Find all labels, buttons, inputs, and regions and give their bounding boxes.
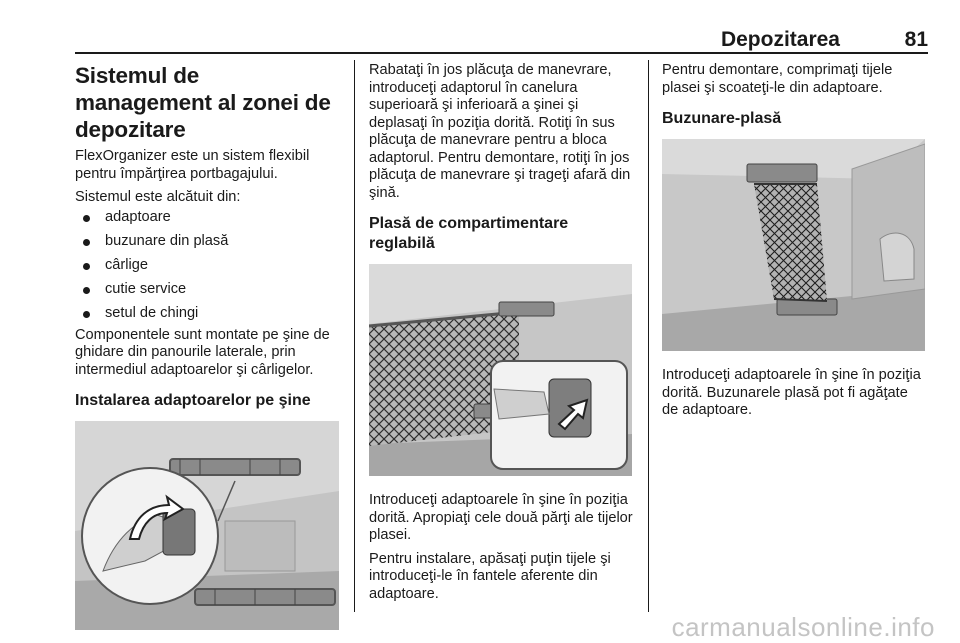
list-item-text: buzunare din plasă [105,232,229,249]
column-1 [75,62,340,630]
list-item [75,305,340,323]
list-item-text: cutie service [105,280,187,297]
list-item [75,209,340,233]
column-divider-1 [354,60,355,612]
list-item [75,281,340,305]
section-title: Depozitarea [720,28,840,51]
bullet-icon [83,311,90,318]
column-2 [369,62,635,609]
subheading-adapters: Instalarea adaptoarelor pe şine [75,392,311,409]
pocket-net-illustration [662,139,925,351]
list-item-text: adaptoare [105,208,171,225]
net-instruction-1: Introduceţi adaptoarele în şine în poziţia dorită. Apropiaţi cele două părţi ale tijelor plasei. [369,492,633,543]
mounting-paragraph: Componentele sunt montate pe şine de ghidare din panourile laterale, prin intermediul adaptoarelor şi cârligelor. [75,326,330,378]
adapter-procedure: Rabataţi în jos plăcuţa de manevrare, introduceţi adaptorul în canelura superioară şi inferioară a şinei şi deplasaţi în poziţia dorită. Rotiţi în sus plăcuţa de manevrare pentru a bloca adaptorul. Pentru demontare, rotiţi în jos plăcuţa de manevrare şi trageţi afară din şină. [369,62,631,201]
bullet-icon [83,239,90,246]
page-number: 81 [904,28,928,51]
bullet-icon [83,215,90,222]
list-item [75,257,340,281]
list-item [75,233,340,257]
column-3 [662,62,928,426]
subheading-pockets: Buzunare-plasă [662,110,782,127]
pocket-instruction: Introduceţi adaptoarele în şine în poziţia dorită. Buzunarele plasă pot fi agăţate de adaptoare. [662,367,921,418]
net-illustration [369,264,632,476]
intro-paragraph: FlexOrganizer este un sistem flexibil pentru împărţirea portbagajului. [75,148,310,182]
list-item-text: setul de chingi [105,304,199,321]
adapter-rail-illustration [75,421,339,630]
main-heading: Sistemul de management al zonei de depozitare [75,63,331,142]
column-divider-2 [648,60,649,612]
bullet-icon [83,287,90,294]
component-list [75,209,340,323]
bullet-icon [83,263,90,270]
list-item-text: cârlige [105,256,148,273]
subheading-net: Plasă de compartimentare reglabilă [369,215,569,252]
watermark: carmanualsonline.info [671,612,935,642]
header-rule [75,52,928,54]
removal-paragraph: Pentru demontare, comprimaţi tijele plasei şi scoateţi-le din adaptoare. [662,62,893,96]
list-intro: Sistemul este alcătuit din: [75,189,241,205]
net-instruction-2: Pentru instalare, apăsaţi puţin tijele şi introduceţi-le în fantele aferente din adaptoare. [369,550,611,602]
page-header [75,28,928,50]
